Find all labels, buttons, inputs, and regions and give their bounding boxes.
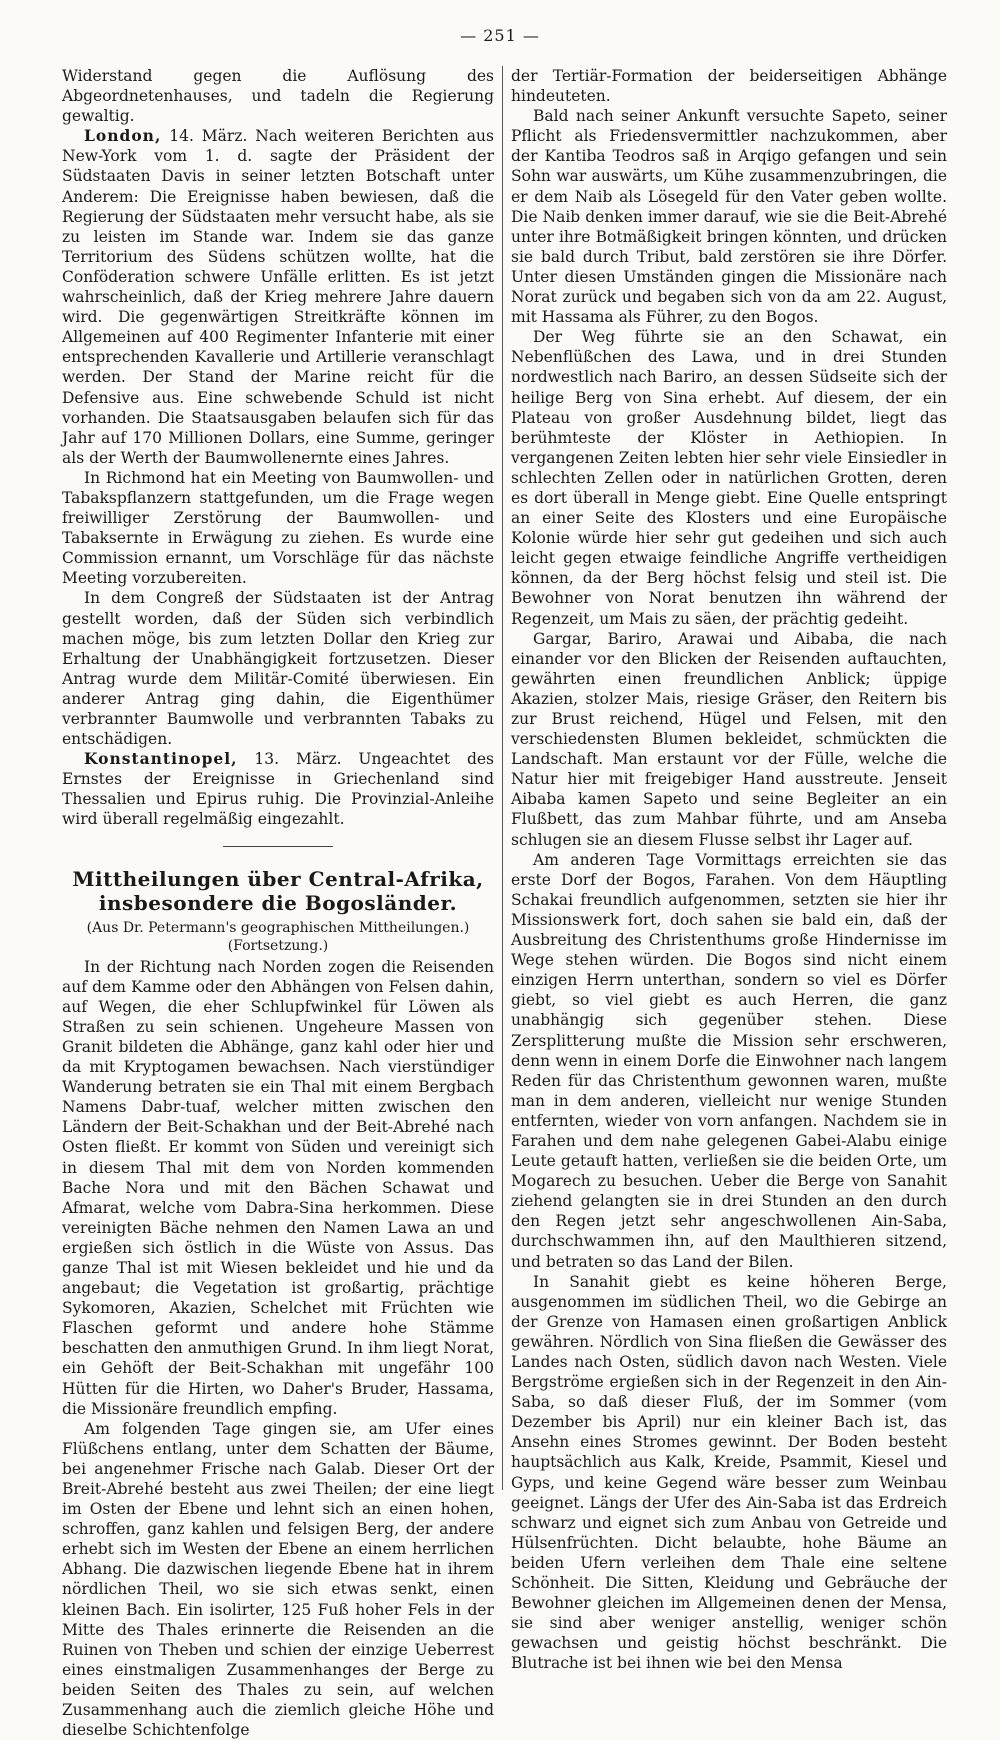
news-item-london xyxy=(62,126,494,468)
paragraph: Bald nach seiner Ankunft versuchte Sapeto, seiner Pflicht als Friedensvermittler nachzukommen, aber der Kantiba Teodros saß in Arqigo gefangen und sein Sohn war auswärts, um Kühe zusammenzubringen, die er dem Naib als Lösegeld für den Vater geben wollte. Die Naib denken immer darauf, wie sie die Beit-Abrehé unter ihre Botmäßigkeit bringen könnten, und drücken sie bald durch Tribut, bald zerstören sie ihre Dörfer. Unter diesen Umständen gingen die Missionäre nach Norat zurück und begaben sich von da am 22. August, mit Hassama als Führer, zu den Bogos. xyxy=(511,107,947,327)
paragraph: der Tertiär-Formation der beiderseitigen Abhänge hindeuteten. xyxy=(511,67,947,106)
article-source: (Aus Dr. Petermann's geographischen Mittheilungen.) xyxy=(86,919,470,936)
column-rule xyxy=(502,66,503,1490)
news-text: 13. März. Ungeachtet des Ernstes der Ereignisse in Griechenland sind Thessalien und Epirus ruhig. Die Provinzial-Anleihe wird überall regelmäßig eingezahlt. xyxy=(62,750,494,829)
left-column xyxy=(62,66,494,1740)
paragraph: Gargar, Bariro, Arawai und Aibaba, die nach einander vor den Blicken der Reisenden auftauchten, gewährten einen freundlichen Anblick; üppige Akazien, stolzer Mais, riesige Gräser, den Reitern bis zur Brust reichend, Hügel und Felsen, mit den verschiedensten Blumen bekleidet, schmückten die Landschaft. Man erstaunt vor der Fülle, welche die Natur hier mit freigebiger Hand ausstreute. Jenseit Aibaba kamen Sapeto und seine Begleiter an ein Flußbett, das zum Mahbar führte, und am Anseba schlugen sie an diesem Flusse selbst ihr Lager auf. xyxy=(511,629,947,849)
dateline-place: London, xyxy=(84,126,162,146)
news-item-konstantinopel xyxy=(62,749,494,829)
article-continuation-note: (Fortsetzung.) xyxy=(227,937,329,954)
dateline-place: Konstantinopel, xyxy=(84,749,238,769)
article-heading: Mittheilungen über Central-Afrika, insbesondere die Bogosländer. xyxy=(72,866,484,915)
paragraph: Widerstand gegen die Auflösung des Abgeordnetenhauses, und tadeln die Regierung gewaltig. xyxy=(62,67,494,126)
news-text: 14. März. Nach weiteren Berichten aus New-York vom 1. d. sagte der Präsident der Südstaaten Davis in seiner letzten Botschaft unter Anderem: Die Ereignisse haben bewiesen, daß die Regierung der Südstaaten mehr versucht habe, als sie zu leisten im Stande war. Indem sie das ganze Territorium des Südens schützen wollte, hat die Conföderation schwere Unfälle erlitten. Es ist jetzt wahrscheinlich, daß der Krieg mehrere Jahre dauern wird. Die gegenwärtigen Streitkräfte können im Allgemeinen auf 400 Regimenter Infanterie mit einer entsprechenden Kavallerie und Artillerie veranschlagt werden. Der Stand der Marine reicht für die Defensive aus. Eine schwebende Schuld ist nicht vorhanden. Die Staatsausgaben belaufen sich für das Jahr auf 170 Millionen Dollars, eine Summe, geringer als der Werth der Baumwollenernte eines Jahres. xyxy=(62,127,494,467)
page-number: — 251 — xyxy=(460,26,540,45)
paragraph: In Sanahit giebt es keine höheren Berge, ausgenommen im südlichen Theil, wo die Gebirge an der Grenze von Hamasen einen großartigen Anblick gewähren. Nördlich von Sina fließen die Gewässer des Landes nach Osten, südlich davon nach Westen. Viele Bergströme ergießen sich in der Regenzeit in den Ain-Saba, so daß dieser Fluß, der im Sommer (vom Dezember bis April) nur ein kleiner Bach ist, das Ansehn eines Stromes gewinnt. Der Boden besteht hauptsächlich aus Kalk, Kreide, Psammit, Kiesel und Gyps, und keine Gegend wäre besser zum Weinbau geeignet. Längs der Ufer des Ain-Saba ist das Erdreich schwarz und eignet sich zum Anbau von Getreide und Hülsenfrüchten. Dicht belaubte, hohe Bäume an beiden Ufern verleihen dem Thale eine seltene Schönheit. Die Sitten, Kleidung und Gebräuche der Bewohner gleichen im Allgemeinen denen der Mensa, sie sind aber weniger anstellig, weniger schön gewachsen und geistig höchst beschränkt. Die Blutrache ist bei ihnen wie bei den Mensa xyxy=(511,1272,947,1673)
section-divider xyxy=(223,846,333,847)
right-column xyxy=(511,66,947,1673)
paragraph: Am anderen Tage Vormittags erreichten sie das erste Dorf der Bogos, Farahen. Von dem Häuptling Schakai freundlich aufgenommen, setzten sie hier ihr Missionswerk fort, doch sahen sie bald ein, daß der Ausbreitung des Christenthums große Hindernisse im Wege stehen würden. Die Bogos sind nicht einem einzigen Herrn unterthan, sondern so viel es Dörfer giebt, so viel giebt es auch Herren, die ganz unabhängig sich gegenüber stehen. Diese Zersplitterung mußte die Mission sehr erschweren, denn wenn in einem Dorfe die Einwohner nach langem Reden für das Christenthum gewonnen waren, mußte man in dem anderen, vielleicht nur wenige Stunden entfernten, wieder von vorn anfangen. Nachdem sie in Farahen und dem nahe gelegenen Gabei-Alabu einige Leute getauft hatten, verließen sie die beiden Orte, um Mogarech zu besuchen. Ueber die Berge von Sanahit ziehend gelangten sie in drei Stunden an den durch den Regen jetzt sehr angeschwollenen Ain-Saba, durchschwammen ihn, auf den Maulthieren sitzend, und betraten so das Land der Bilen. xyxy=(511,850,947,1271)
paragraph: In dem Congreß der Südstaaten ist der Antrag gestellt worden, daß der Süden sich verbindlich machen möge, bis zum letzten Dollar den Krieg zur Erhaltung der Unabhängigkeit fortzusetzen. Dieser Antrag wurde dem Militär-Comité überwiesen. Ein anderer Antrag ging dahin, die Eigenthümer verbrannter Baumwolle und verbrannten Tabaks zu entschädigen. xyxy=(62,589,494,749)
paragraph: In der Richtung nach Norden zogen die Reisenden auf dem Kamme oder den Abhängen von Felsen dahin, auf Wegen, die eher Schlupfwinkel für Löwen als Straßen zu sein schienen. Ungeheure Massen von Granit bildeten die Abhänge, ganz kahl oder hier und da mit Kryptogamen bewachsen. Nach vierstündiger Wanderung betraten sie ein Thal mit einem Bergbach Namens Dabr-tuaf, welcher mitten zwischen den Ländern der Beit-Schakhan und der Beit-Abrehé nach Osten fließt. Er kommt von Süden und vereinigt sich in diesem Thal mit dem von Norden kommenden Bache Nora und mit den Bächen Schawat und Afmarat, welche vom Dabra-Sina herkommen. Diese vereinigten Bäche nehmen den Namen Lawa an und ergießen sich östlich in die Wüste von Assus. Das ganze Thal ist mit Wiesen bekleidet und hie und da angebaut; die Vegetation ist großartig, prächtige Sykomoren, Akazien, Schelchet mit Früchten wie Flaschen geformt und andere hohe Stämme beschatten den anmuthigen Grund. In ihm liegt Norat, ein Gehöft der Beit-Schakhan mit ungefähr 100 Hütten für die Hirten, wo Daher's Bruder, Hassama, die Missionäre freundlich empfing. xyxy=(62,957,494,1418)
paragraph: In Richmond hat ein Meeting von Baumwollen- und Tabakspflanzern stattgefunden, um die Frage wegen freiwilliger Zerstörung der Baumwollen- und Tabaksernte in Erwägung zu ziehen. Es wurde eine Commission ernannt, um Vorschläge für das nächste Meeting vorzubereiten. xyxy=(62,468,494,588)
paragraph: Der Weg führte sie an den Schawat, ein Nebenflüßchen des Lawa, und in drei Stunden nordwestlich nach Bariro, an dessen Südseite sich der heilige Berg von Sina erhebt. Auf diesem, der ein Plateau von großer Ausdehnung bildet, liegt das berühmteste der Klöster in Aethiopien. In vergangenen Zeiten lebten hier sehr viele Einsiedler in schlechten Zellen oder in natürlichen Grotten, deren es dort überall in Menge giebt. Eine Quelle entspringt an einer Seite des Klosters und eine Europäische Kolonie würde hier sehr gut gedeihen und sich auch leicht gegen etwaige feindliche Angriffe vertheidigen können, da der Berg höchst felsig und steil ist. Die Bewohner von Norat benutzen ihn während der Regenzeit, um Mais zu säen, der prächtig gedeiht. xyxy=(511,328,947,628)
paragraph: Am folgenden Tage gingen sie, am Ufer eines Flüßchens entlang, unter dem Schatten der Bäume, bei angenehmer Frische nach Galab. Dieser Ort der Breit-Abrehé besteht aus zwei Theilen; der eine liegt im Osten der Ebene und lehnt sich an einen hohen, schroffen, ganz kahlen und felsigen Berg, der andere erhebt sich im Westen der Ebene an einem herrlichen Abhang. Die dazwischen liegende Ebene hat in ihrem nördlichen Theil, wo sie sich etwas senkt, einen kleinen Bach. Ein isolirter, 125 Fuß hoher Fels in der Mitte des Thales erinnerte die Reisenden an die Ruinen von Theben und schien der einzige Ueberrest eines einstmaligen Zusammenhanges der Berge zu beiden Seiten des Thales zu sein, auf welchen Zusammenhang auch die ziemlich gleiche Höhe und dieselbe Schichtenfolge xyxy=(62,1419,494,1740)
